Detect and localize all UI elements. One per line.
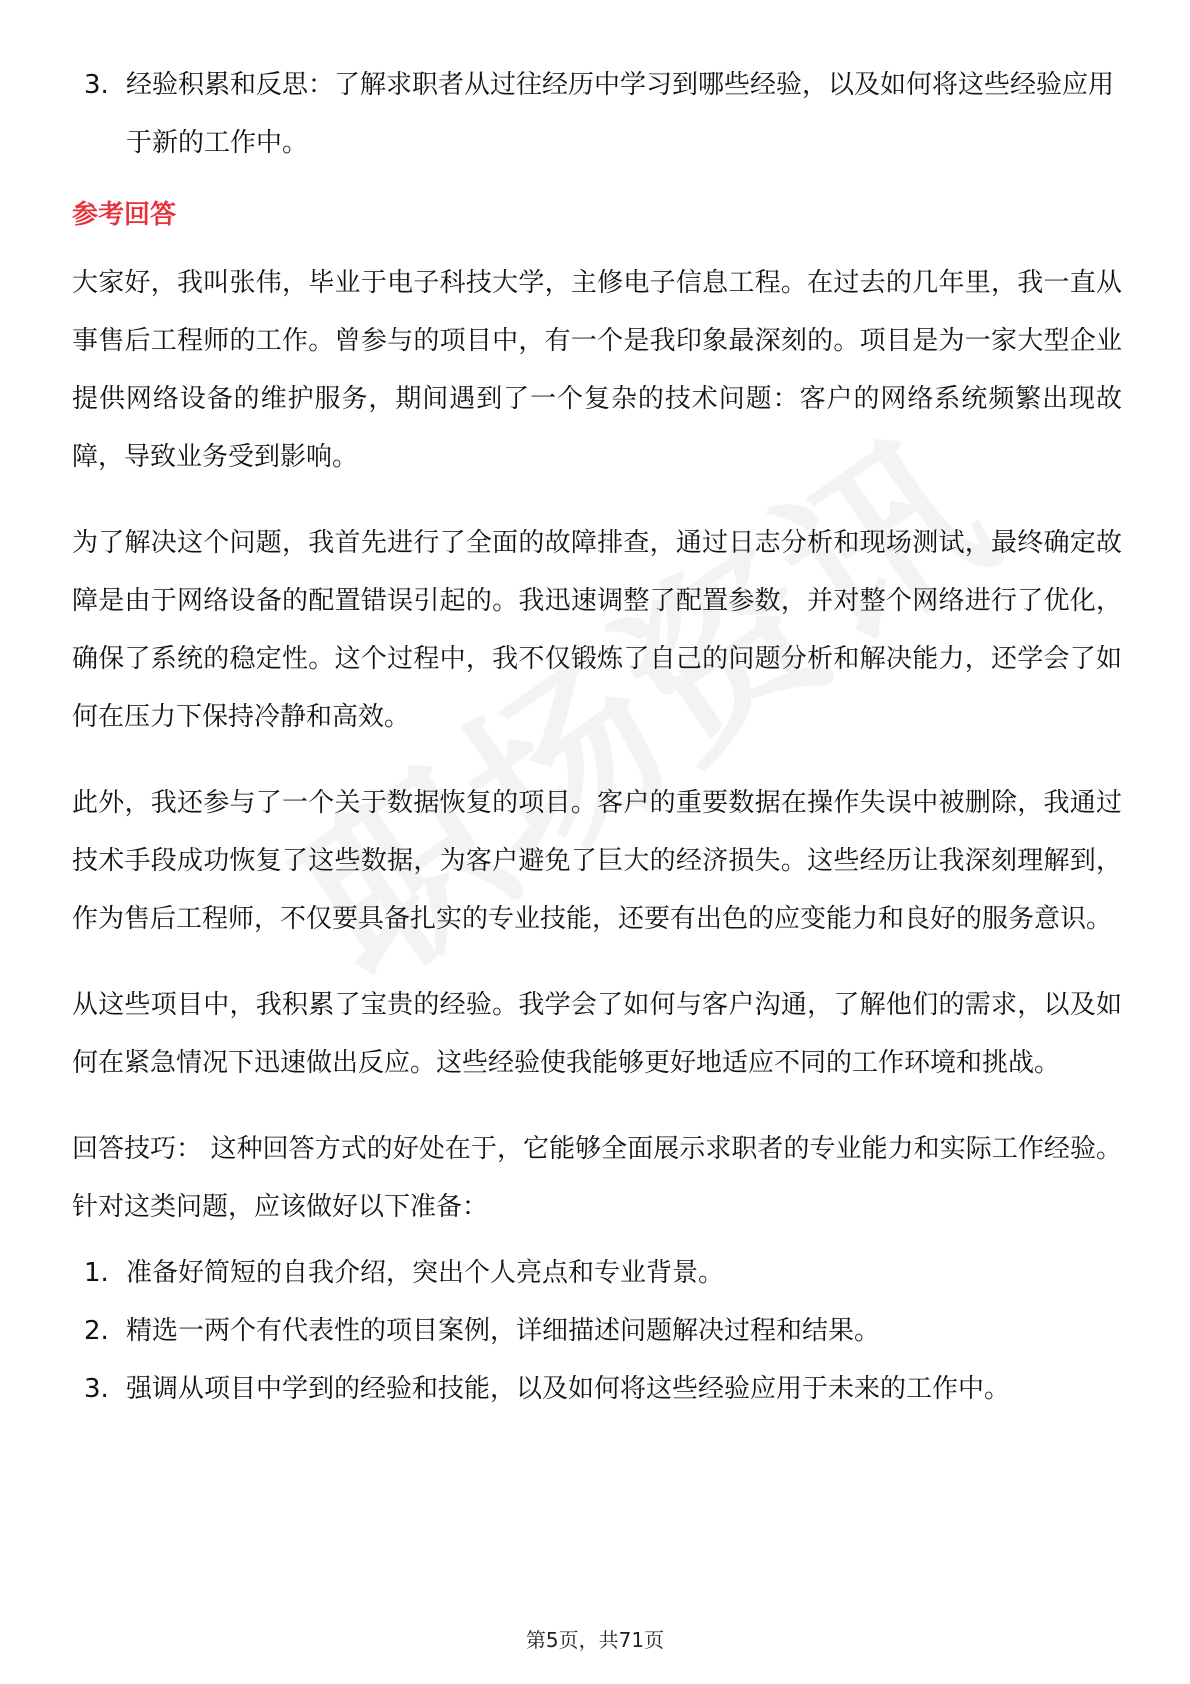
list-text: 强调从项目中学到的经验和技能，以及如何将这些经验应用于未来的工作中。: [126, 1374, 1011, 1404]
list-text: 精选一两个有代表性的项目案例，详细描述问题解决过程和结果。: [126, 1316, 881, 1346]
paragraph-troubleshooting: 为了解决这个问题，我首先进行了全面的故障排查，通过日志分析和现场测试，最终确定故障是由于网络设备的配置错误引起的。我迅速调整了配置参数，并对整个网络进行了优化，确保了系统的稳定性。这个过程中，我不仅锻炼了自己的问题分析和解决能力，还学会了如何在压力下保持冷静和高效。: [72, 528, 1122, 732]
tips-list: [72, 1244, 1122, 1418]
paragraph-experience: 从这些项目中，我积累了宝贵的经验。我学会了如何与客户沟通，了解他们的需求，以及如何在紧急情况下迅速做出反应。这些经验使我能够更好地适应不同的工作环境和挑战。: [72, 990, 1122, 1078]
paragraph-intro: 大家好，我叫张伟，毕业于电子科技大学，主修电子信息工程。在过去的几年里，我一直从事售后工程师的工作。曾参与的项目中，有一个是我印象最深刻的。项目是为一家大型企业提供网络设备的维护服务，期间遇到了一个复杂的技术问题：客户的网络系统频繁出现故障，导致业务受到影响。: [72, 268, 1122, 472]
list-text: 准备好简短的自我介绍，突出个人亮点和专业背景。: [126, 1258, 725, 1288]
list-item: [72, 1302, 1122, 1360]
list-item: [72, 1244, 1122, 1302]
list-item: [72, 1360, 1122, 1418]
paragraph-data-recovery: 此外，我还参与了一个关于数据恢复的项目。客户的重要数据在操作失误中被删除，我通过技术手段成功恢复了这些数据，为客户避免了巨大的经济损失。这些经历让我深刻理解到，作为售后工程师，不仅要具备扎实的专业技能，还要有出色的应变能力和良好的服务意识。: [72, 788, 1122, 934]
section-title-reference-answer: 参考回答: [72, 200, 177, 230]
paragraph-answer-tips: 回答技巧： 这种回答方式的好处在于，它能够全面展示求职者的专业能力和实际工作经验。针对这类问题，应该做好以下准备：: [72, 1134, 1122, 1222]
list-number: 3.: [84, 70, 109, 100]
list-text: 经验积累和反思：了解求职者从过往经历中学习到哪些经验，以及如何将这些经验应用于新的工作中。: [126, 70, 1115, 158]
list-item-top-3: [72, 56, 1122, 172]
list-number: 1.: [84, 1258, 109, 1288]
page-footer: 第5页，共71页: [525, 1628, 665, 1652]
document-content: [72, 56, 1122, 1418]
list-number: 3.: [84, 1374, 109, 1404]
list-number: 2.: [84, 1316, 109, 1346]
